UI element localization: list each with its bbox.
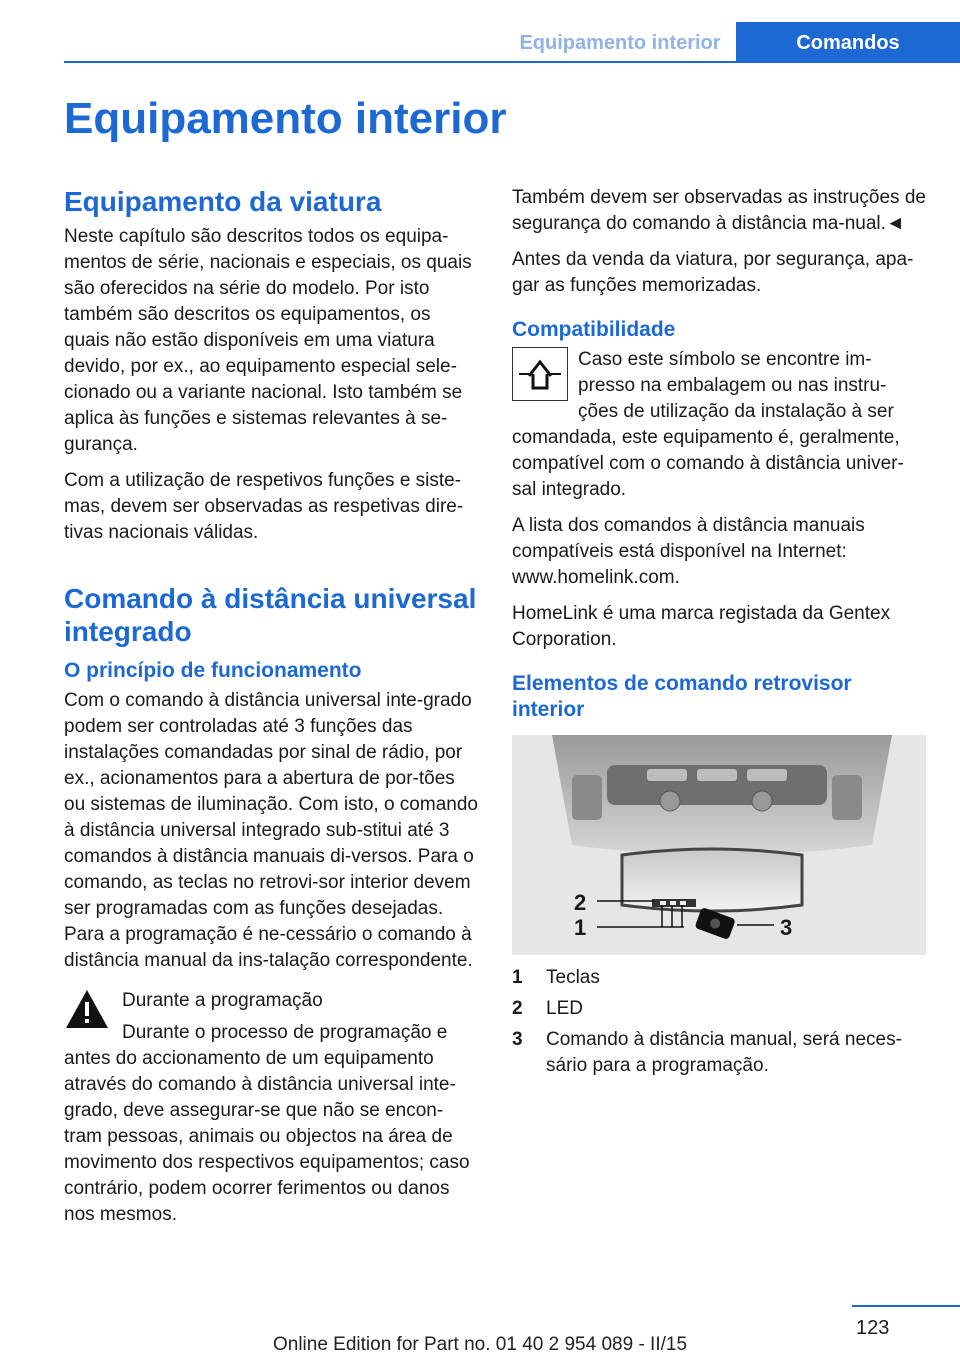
chapter-tab: Comandos [736,22,960,63]
paragraph: Com o comando à distância universal inte-grado podem ser controladas até 3 funções das instalações comandadas por sinal de rádio, por ex., acionamentos para a abertura de por-tões ou sistemas de iluminação. Com isto, o comando à distância universal integrado sub-stitui até 3 comandos à distância manuais di-versos. Para o comando, as teclas no retrovi-sor interior devem ser programadas com as funções desejadas. Para a programação é ne-cessário o comando à distância manual da ins-talação correspondente. [64,690,478,971]
paragraph: Caso este símbolo se encontre im-presso na embalagem ou nas instru-ções de utilização da instalação à ser comandada, este equipamento é, geralmente, compatível com o comando à distância univer-sal integrado. [512,349,904,500]
warning-note [64,988,478,1228]
legend-item [512,996,926,1022]
callout-2: 2 [574,890,587,915]
page-title: Equipamento interior [64,94,507,143]
warning-triangle-icon [64,988,110,1030]
legend-text: Comando à distância manual, será neces-sário para a programação. [546,1029,902,1076]
page-number-rule [852,1305,960,1307]
paragraph: HomeLink é uma marca registada da Gentex Corporation. [512,603,891,650]
warning-text: Durante o processo de programação e antes do accionamento de um equipamento através do comando à distância universal inte-grado, deve assegurar-se que não se encon-tram pessoas, animais ou objectos na área de movimento dos respectivos equipamentos; caso contrário, podem ocorrer ferimentos ou danos nos mesmos. [64,1022,470,1225]
header-rule [64,61,960,63]
warning-title: Durante a programação [122,990,323,1011]
legend-item [512,1027,926,1079]
legend-number: 2 [512,998,523,1019]
legend-number: 1 [512,967,523,988]
heading-compatibility: Compatibilidade [512,318,676,341]
homelink-house-icon [512,347,568,401]
legend [512,965,926,1079]
left-column [64,185,478,1238]
heading-equipment: Equipamento da viatura [64,186,382,217]
paragraph: Antes da venda da viatura, por segurança, apa-gar as funções memorizadas. [512,249,914,296]
heading-control-elements: Elementos de comando retrovisor interior [512,672,852,721]
right-column [512,185,926,1084]
edition-footer: Online Edition for Part no. 01 40 2 954 089 - II/15 [272,1334,688,1355]
callout-1: 1 [574,915,587,940]
heading-principle: O princípio de funcionamento [64,659,362,682]
mirror-controls-image [512,735,926,955]
paragraph: Com a utilização de respetivos funções e siste-mas, devem ser observadas as respetivas dire-tivas nacionais válidas. [64,470,464,543]
page-number: 123 [856,1317,890,1339]
callout-3: 3 [780,915,793,940]
compatibility-note [512,347,926,503]
paragraph: A lista dos comandos à distância manuais compatíveis está disponível na Internet: www.homelink.com. [512,515,865,588]
legend-text: LED [546,998,583,1019]
legend-item [512,965,926,991]
legend-number: 3 [512,1029,523,1050]
heading-universal-remote: Comando à distância universal integrado [64,583,477,647]
section-tab: Equipamento interior [519,32,721,54]
paragraph: Também devem ser observadas as instruções de segurança do comando à distância ma-nual.◄ [512,187,926,234]
paragraph: Neste capítulo são descritos todos os equipa-mentos de série, nacionais e especiais, os quais são oferecidos na série do modelo. Por isto também são descritos os equipamentos, os quais não estão disponíveis em uma viatura devido, por ex., ao equipamento especial sele-cionado ou a variante nacional. Isto também se aplica às funções e sistemas relevantes à se-gurança. [64,226,472,455]
legend-text: Teclas [546,967,600,988]
